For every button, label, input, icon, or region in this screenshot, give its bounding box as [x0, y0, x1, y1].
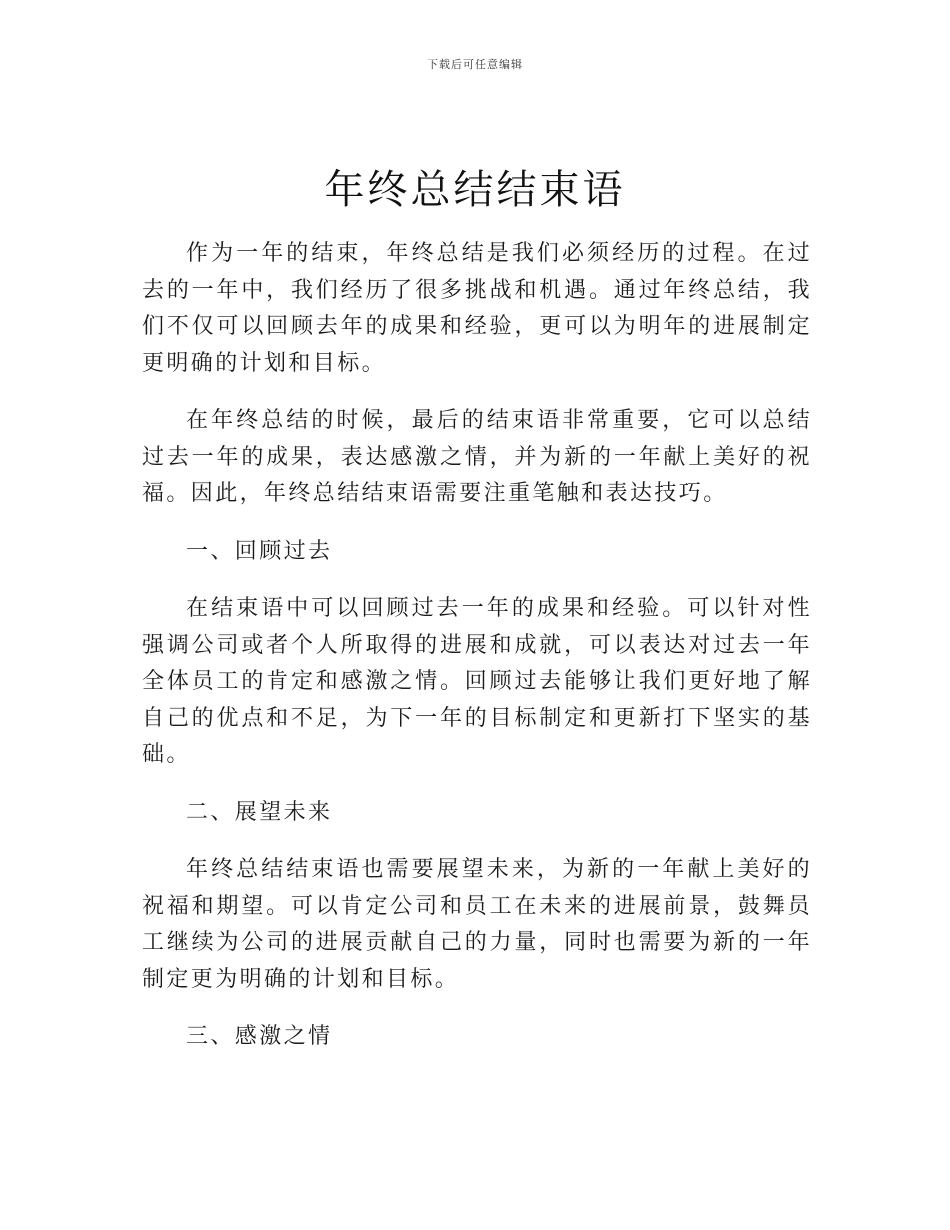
- intro-paragraph-2: 在年终总结的时候，最后的结束语非常重要，它可以总结过去一年的成果，表达感激之情，并为新的一年献上美好的祝福。因此，年终总结结束语需要注重笔触和表达技巧。: [142, 408, 812, 506]
- intro-paragraph-1: 作为一年的结束，年终总结是我们必须经历的过程。在过去的一年中，我们经历了很多挑战和机遇。通过年终总结，我们不仅可以回顾去年的成果和经验，更可以为明年的进展制定更明确的计划和目标。: [142, 241, 812, 376]
- page-header: 下载后可任意编辑: [427, 58, 523, 71]
- section-heading-outlook: 二、展望未来: [186, 799, 333, 825]
- section-body-outlook: 年终总结结束语也需要展望未来，为新的一年献上美好的祝福和期望。可以肯定公司和员工在未来的进展前景，鼓舞员工继续为公司的进展贡献自己的力量，同时也需要为新的一年制定更为明确的计划和目标。: [142, 857, 812, 992]
- section-heading-review: 一、回顾过去: [186, 538, 333, 564]
- document-title: 年终总结结束语: [324, 167, 626, 213]
- section-heading-gratitude: 三、感激之情: [186, 1024, 333, 1049]
- section-body-review: 在结束语中可以回顾过去一年的成果和经验。可以针对性强调公司或者个人所取得的进展和成就，可以表达对过去一年全体员工的肯定和感激之情。回顾过去能够让我们更好地了解自己的优点和不足，为下一年的目标制定和更新打下坚实的基础。: [142, 596, 812, 767]
- document-body: [142, 236, 812, 1077]
